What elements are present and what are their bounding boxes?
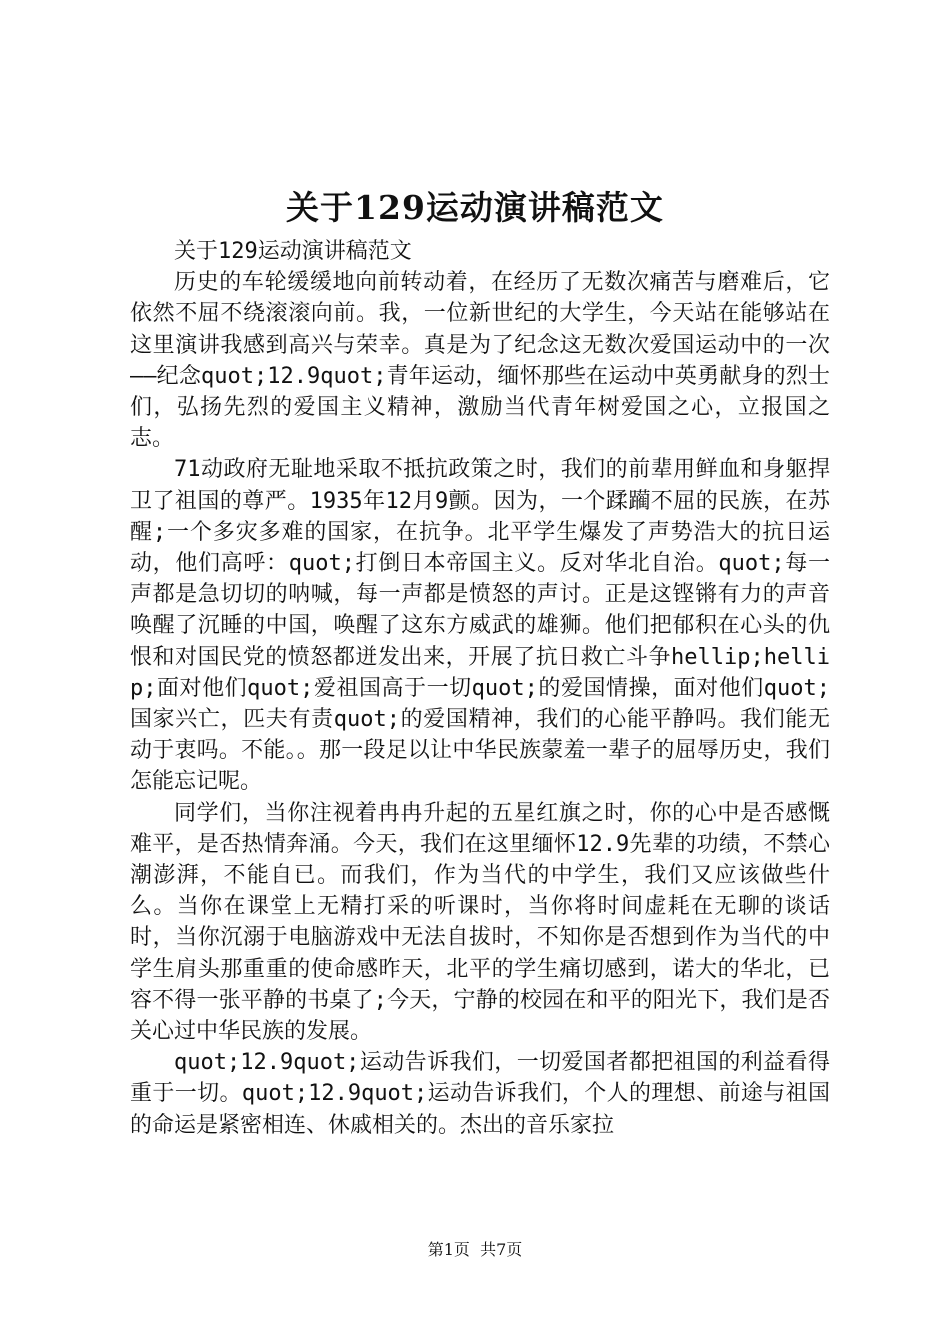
paragraph-1: 历史的车轮缓缓地向前转动着，在经历了无数次痛苦与磨难后，它依然不屈不绕滚滚向前。我，一位新世纪的大学生，今天站在能够站在这里演讲我感到高兴与荣幸。真是为了纪念这无数次爱国运动中的一次——纪念quot;12.9quot;青年运动，缅怀那些在运动中英勇献身的烈士们，弘扬先烈的爱国主义精神，激励当代青年树爱国之心，立报国之志。: [130, 270, 830, 452]
document-title: 关于129运动演讲稿范文: [286, 188, 664, 227]
paragraph-2: 71动政府无耻地采取不抵抗政策之时，我们的前辈用鲜血和身躯捍卫了祖国的尊严。1935年12月9颤。因为，一个蹂躏不屈的民族，在苏醒;一个多灾多难的国家，在抗争。北平学生爆发了声势浩大的抗日运动，他们高呼：quot;打倒日本帝国主义。反对华北自治。quot;每一声都是急切切的呐喊，每一声都是愤怒的声讨。正是这铿锵有力的声音唤醒了沉睡的中国，唤醒了这东方威武的雄狮。他们把郁积在心头的仇恨和对国民党的愤怒都迸发出来，开展了抗日救亡斗争hellip;hellip;面对他们quot;爱祖国高于一切quot;的爱国情操，面对他们quot;国家兴亡，匹夫有责quot;的爱国精神，我们的心能平静吗。我们能无动于衷吗。不能。。那一段足以让中华民族蒙羞一辈子的屈辱历史，我们怎能忘记呢。: [130, 457, 830, 795]
paragraph-4: quot;12.9quot;运动告诉我们，一切爱国者都把祖国的利益看得重于一切。quot;12.9quot;运动告诉我们，个人的理想、前途与祖国的命运是紧密相连、休戚相关的。杰出的音乐家拉: [130, 1050, 830, 1138]
document-body: [130, 236, 830, 1141]
page-number: 第1页 共7页: [427, 1240, 523, 1259]
page-footer: [0, 1239, 950, 1261]
paragraph-3: 同学们，当你注视着冉冉升起的五星红旗之时，你的心中是否感慨难平，是否热情奔涌。今天，我们在这里缅怀12.9先辈的功绩，不禁心潮澎湃，不能自已。而我们，作为当代的中学生，我们又应该做些什么。当你在课堂上无精打采的听课时，当你将时间虚耗在无聊的谈话时，当你沉溺于电脑游戏中无法自拔时，不知你是否想到作为当代的中学生肩头那重重的使命感昨天，北平的学生痛切感到，诺大的华北，已容不得一张平静的书桌了;今天，宁静的校园在和平的阳光下，我们是否关心过中华民族的发展。: [130, 800, 830, 1045]
paragraph-subtitle: 关于129运动演讲稿范文: [174, 239, 412, 264]
